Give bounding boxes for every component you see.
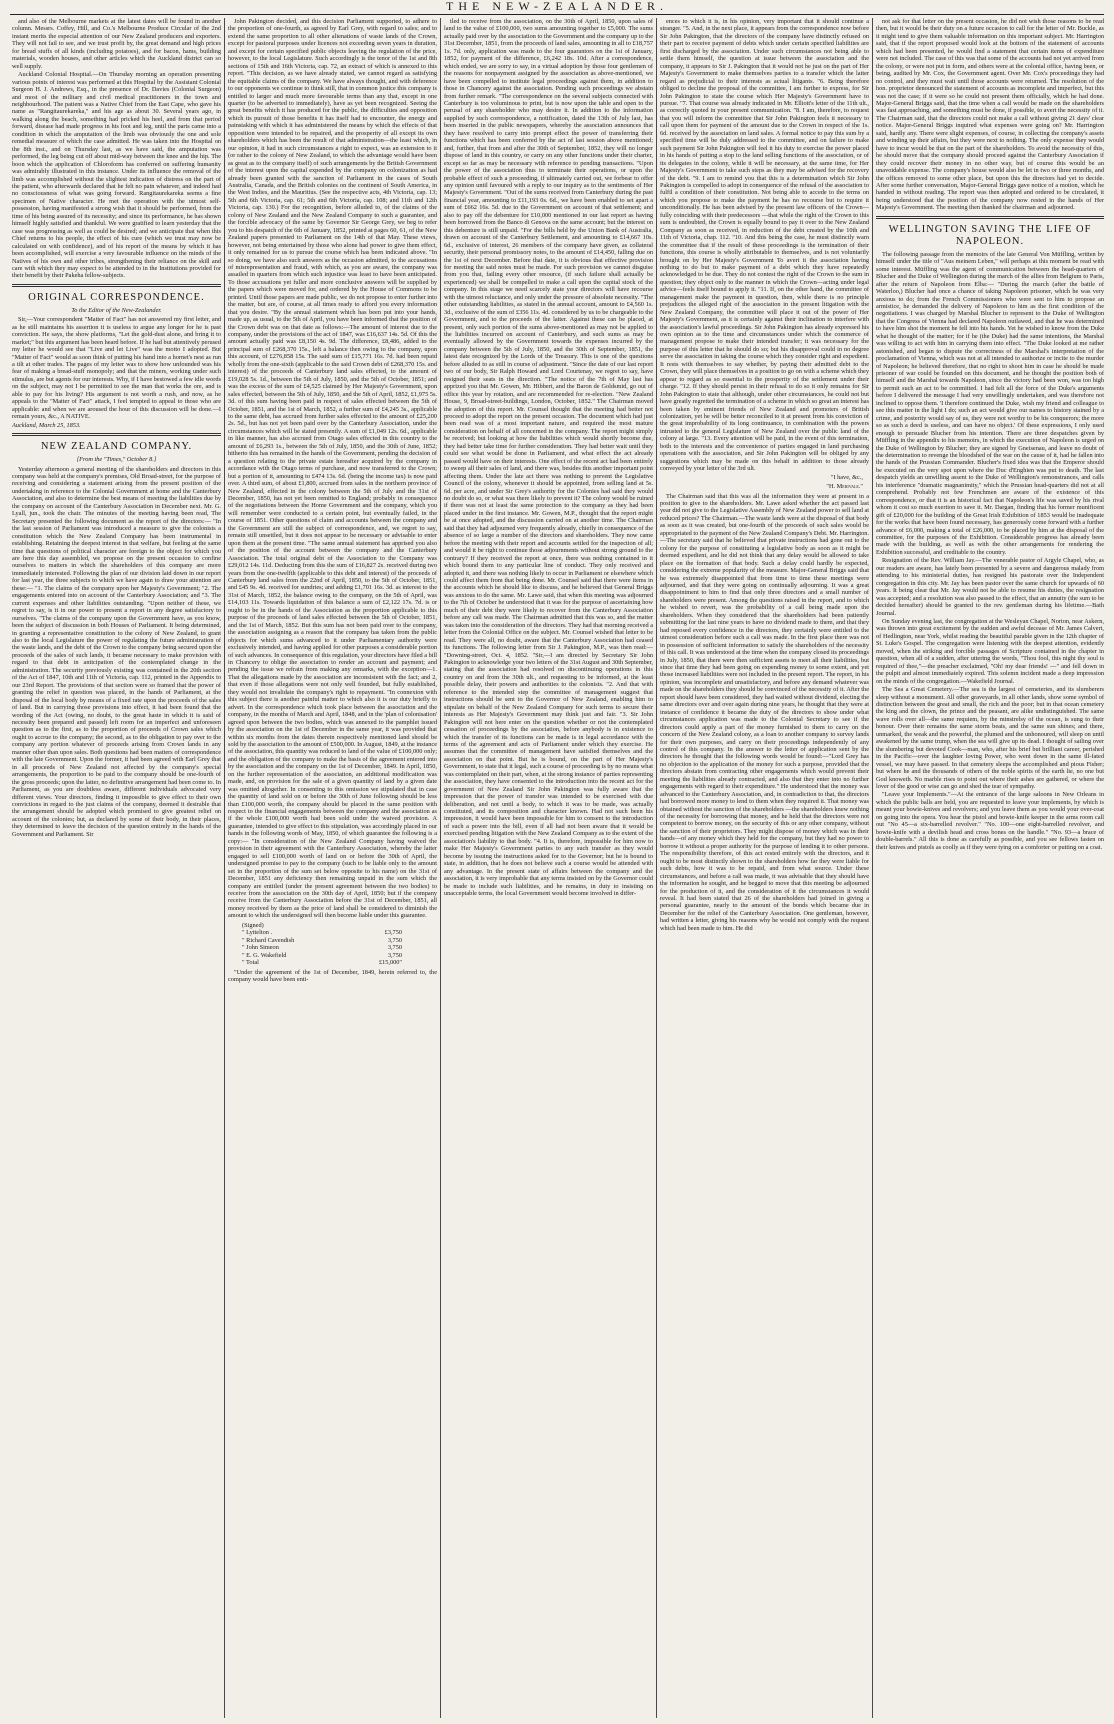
nz-company-source: [From the "Times," October 8.] <box>76 456 157 464</box>
sunday-article: On Sunday evening last, the congregation at the Wesleyan Chapel, Norton, near Askern, was thrown into great excitement by the sudden and awful decease of Mr. James Calvert, of Hedlington, near York, whilst reading the beautiful parable given in the 12th chapter of St. Luke's Gospel. The congregation were listening with the deepest attention, evidently moved, when the striking and forcible passages of Scripture contained in the chapter in question, when all of a sudden, after uttering the words, "Thou fool, this night thy soul is required of thee,"—the preacher exclaimed, "Oh! my dear friends! —" and fell down in the pulpit and almost immediately expired. This solemn incident made a deep impression on the minds of the congregation.—Wakefield Journal. <box>876 617 1104 685</box>
wellington-heading: WELLINGTON SAVING THE LIFE OF NAPOLEON. <box>888 223 1092 247</box>
correspondence-heading: ORIGINAL CORRESPONDENCE. <box>28 291 205 303</box>
nz-company-report-continued: John Pakington decided, and this decision Parliament supported, to adhere to the proportion of one-fourth, as agreed by Earl Grey, with regard to sales; and to extend the same proportion to all other alienations of waste lands of the Crown, except for pastoral purposes under licences not exceeding seven years in duration, and except for certain specified public objects leaving the regulation of the price, however, to the local Legislature. Such accordingly is the tenor of the 1st and 8th sections of 15th and 16th Victoria, cap. 72, an extract of which is annexed to this report. "This decision, as we have already stated, we cannot regard as satisfying the equitable claims of the company. We have always thought, and with deference to our opponents we continue to think still, that in common justice this company is entitled to larger and much more favourable terms than any that, except in one quarter (to be adverted to immediately), have as yet been recognized. Seeing the great benefits which it has produced for the public, the difficulties and opposition which its pursuit of those benefits it has itself had to encounter, the energy and painstaking with which it has administered the means by which the effects of that opposition were intended to be repaired, and the prosperity of all except its own shareholders which has been the result of that administration—the least which, in our opinion, it had in such circumstances a right to expect, was an extension to it (or rather to the colony of New Zealand, to which the advantage would have been as great as to the company itself) of such arrangements by the British Government of the interest upon the capital expended by the company on colonization as had already been granted with the sanction of Parliament in the cases of South Australia, Canada, and the British colonies on the continent of South America, in the West Indies, and the Mauritius. (See the respective acts, 4th Victoria, cap. 13; 5th and 6th Victoria, cap. 61; 5th and 6th Victoria, cap. 108; and 11th and 12th Victoria, cap. 130.) For the recognition, before alluded to, of the claims of the colony of New Zealand and the New Zealand Company to such a guarantee, and the forcible advocacy of the same by Governor Sir George Grey, we beg to refer you to his despatch of the 6th of January, 1852, printed at pages 60, 61, of the New Zealand papers presented to Parliament on the 14th of that May. These views, however, not being entertained by those who alone had power to give them effect, it only remained for us to pursue the course which has been indicated above. "In so doing, we have also such answers as the occasion admitted, to the accusations of misrepresentation and fraud, with which, as you are aware, the company was assailed in quarters from which such injustice was least to have been anticipated. To those accusations yet fuller and more conclusive answers will be supplied by the papers which were moved for, and ordered by the House of Commons to be printed. Until those papers are made public, we do not propose to enter further into the matter, but are, of course, at all times ready to afford you every information that you desire. "By the annual statement which has been put into your hands, made up, as usual, to the 5th of April, you have been informed that the position of the Crown debt was on that date as follows:—The amount of interest due to the company, under the provisions of the act of 1847, was £16,637 14s. 5d. Of this the amount actually paid was £8,150 4s. 9d. The difference, £8,486, added to the principal sum of £268,370 15s., left a balance then owing to the company, upon this account, of £276,858 15s. The said sum of £15,771 16s. 7d. had been repaid wholly from the one-sixth (applicable to the said Crown debt of £268,370 15s. and interest) of the proceeds of Canterbury land sales effected, to the amount of £19,028 5s. 1d., between the 5th of July, 1850, and the 5th of October, 1851; and was the excess of the sum of £4,525 claimed by Her Majesty's Government, upon sales effected, between the 5th of July, 1850, and the 5th of April, 1852, £1,975 5s. 3d. of this sum having been paid in respect of sales effected between the 5th of October, 1851, and the 1st of March, 1852, a further sum of £4,245 3s., applicable to the same debt, has accrued from further sales effected to the amount of £25,200 2s. 5d., but has not yet been paid over by the Canterbury Association, under the circumstances which will be stated presently. A sum of £1,049 12s. 6d., applicable in like manner, has also accrued from Otago sales effected in this country to the amount of £6,293 1s., between the 5th of July, 1850, and the 30th of June, 1852; hitherto this has remained in the hands of the Government, pending the decision of a question relating to the private estate hereafter acquired by the company in accordance with the Otago terms of purchase, and now transferred to the Crown; but a portion of it, amounting to £474 13s. 6d. (being the income tax) is now paid over. A third sum, of about £1,800, accrued from sales in the northern province of New Zealand, effected in the colony between the 5th of July and the 31st of December, 1850, has not yet been remitted to England; probably in consequence of the negotiations between the Home Government and the company, which you will remember were conducted to a certain point, but eventually failed, in the course of 1851. Other questions of claim and accounts between the company and the Government are still the subject of correspondence, and, we regret to say, remain still unsettled, but it does not appear to be necessary or advisable to enter upon them at the present time. "The same annual statement has apprised you also of the position of the account between the company and the Canterbury Association. The total original debt of the Association to the Company was £29,012 14s. 11d. Deducting from this the sum of £16,827 2s. received during two years from the one-twelfth (applicable to this debt and interest) of the proceeds of Canterbury land sales from the 22nd of April, 1850, to the 5th of October, 1851, and £45 9s. 4d. received for sundries; and adding £1,701 16s. 3d. as interest to the 31st of March, 1852, the balance owing to the company, on the 5th of April, was £14,103 11s. Towards liquidation of this balance a sum of £2,122 17s. 7d. is or ought to be in the hands of the Association as the proportion applicable to this purpose of the proceeds of land sales effected between the 5th of October, 1851, and the 1st of March, 1852. But this sum has not been paid over to the company, the association assigning as a reason that the company has taken from the public objects for which sums advanced to it under Parliamentary authority were exclusively intended, and having applied for other purposes a considerable portion of such advances. In consequence of this regulation, your directors have filed a bill in Chancery to oblige the association to render an account and payment; and pending the issue we refrain from making any remarks, with the exception—1. That the allegations made by the association are inconsistent with the fact; and 2, that even if those allegations were not only well founded, but fully established, they would not invalidate the company's right to repayment. "In connexion with this subject there is another painful matter to which also it is our duty briefly to advert. In the correspondence which took place between the association and the company, in the months of March and April, 1848, and in the 'plan of colonisation' agreed upon between the two bodies, which was annexed to the pamphlet issued by the association on the 1st of December in the same year, it was provided that within six months from the dates therein respectively mentioned land should be sold by the association to the amount of £500,000. In August, 1849, at the instance of the association, this quantity was reduced to land of the value of £100,000 only; and the obligation of the company to make the basis of the agreement entered into by the association and the company on the 1st of December, 1849. In April, 1850, on the further representation of the association, an additional modification was made, and, on provision for the sale of a given quantity of land by a given date was omitted altogether. In consenting to this omission we stipulated that in case the quantity of land sold on or before the 30th of June following should be less than £100,000 worth, the company should be placed in the same position with respect to the financial engagements between the company and the association as if the whole £100,000 worth had been sold under the waived provision. A guarantee, intended to give effect to this stipulation, was accordingly placed in our hands in the following words of May, 1850, of which guarantee the following is a copy:— "In consideration of the New Zealand Company having waived the provision in their agreement with the Canterbury Association, whereby the latter engaged to sell £100,000 worth of land on or before the 30th of April, the undersigned promise to pay to the company (such to be liable only to the amount set in the proportion of the sum set below opposite to his name) on the 31st of December, 1851 any deficiency then remaining unpaid in the sum which the company are entitled (under the present agreement between the two bodies) to receive from the association on the 30th day of April, 1850; but if the company receive from the Canterbury Association before the 31st of December, 1851, all money received by them as the price of land shall be considered to diminish the amount to which the undersigned will then become liable under this guarantee. <box>228 18 437 920</box>
lead-paragraph: and also of the Melbourne markets at the latest dates will be found in another column. Messrs. Coffey, Hill, and Co.'s Melbourne Produce Circular of the 2nd instant merits the especial attention of our New Zealand producers and exporters. They will not fail to see, and we trust profit by, the great demand and high prices for bread stuffs of all kinds (including potatoes), and for bacon, hams, building materials, wooden houses, and other articles which the Auckland district can so well supply. <box>12 18 221 70</box>
nz-company-report-continued: tled to receive from the association, on the 30th of April, 1850, upon sales of land to the value of £100,000, two sums amounting together to £5,000. The sums actually paid over by the association to the Government and the company up to the 31st December, 1851, from the proceeds of land sales, amounting in all to £18,757 1s. 7d. only, application was made to the four guarantors on the 1st of January, 1852, for payment of the difference, £6,242 18s. 10d. After a correspondence, which ended, we are sorry to say, in a virtual adoption by those four gentlemen of the reasons for nonpayment assigned by the association as above-mentioned, we have been compelled to institute legal proceedings against them, in addition to those in Chancery against the association. Pending such proceedings we abstain from further remark. "The correspondence on the several subjects connected with Canterbury is too voluminous to print, but is now upon the table and open to the perusal of any shareholder who may desire it. In addition to the information supplied by such correspondence, a notification, dated the 13th of July last, has been inserted in the public newspapers, whereby the association announces that they have resolved to carry into prompt effect the power of transferring their functions which has been conferred by the act of last session above mentioned; and, further, that from and after the 30th of September, 1852, they will no longer dispose of land in this country, or carry on any other functions under their charter, except so far as may be necessary with reference to pending transactions. "Upon the power of the association thus to terminate their operations, or upon the probable effect of such a proceeding, if ultimately carried out, we forbear to offer any opinion until favoured with a reply to our inquiry as to the sentiments of Her Majesty's Government. "Out of the sums received from Canterbury during the past financial year, amounting to £11,193 0s. 6d., we have been enabled to set apart a sum of £662 16s. 5d. due to the Government on account of that settlement; and also to pay off the debenture for £10,000 mentioned in our last report as having been borrowed from the Banco di Genova on the same account; but the interest on this debenture is still unpaid. "For the bills held by the Union Bank of Australia, drawn on account of the Canterbury Settlement, and amounting to £14,667 10s. 6d., exclusive of interest, 26 members of the company have given, as collateral security, their personal promissory notes, to the amount of £14,450, falling due on the 1st of next December. Before that date, it is obvious that effective provision for meeting the said notes must be made. For such provision we cannot disguise from you that, failing every other resource, (if such failure shall actually be experienced) we shall be compelled to make a call upon the capital stock of the company. In this stage we need scarcely state your directors will have recourse with the utmost reluctance, and only under the pressure of absolute necessity. "The other outstanding liabilities, as stated in the annual account, amount to £4,560 1s. 3d., exclusive of the sum of £356 11s. 4d. considered by us to be chargeable to the Government, and to the proceeds of the latter. Against these can be placed, at present, only such portion of the sums above-mentioned as may not be applied to the liabilities incurred on account of Canterbury, and such sums as may be eventually allowed by the Government towards the expenses incurred by the company between the 5th of July, 1850, and the 30th of September, 1851, the latest date recognized by the Lords of the Treasury. This is one of the questions before alluded to as still in course of adjustment. "Since the date of our last report two of our body, Sir Ralph Howard and Lord Courtenay, we regret to say, have resigned their seats in the direction. "The notice of the 7th of May last has apprized you that Mr. Gowen, Mr. Hibbert, and the Baron de Goldsmid, go out of office this year by rotation, and are recommended for re-election. "New Zealand House, 9, Broad-street-buildings, London, October, 1852." The Chairman moved the adoption of this report. Mr. Counsel thought that the meeting had better not proceed to adopt the report on the present occasion. The document which had just been read was of a most important nature, and required the most mature consideration on behalf of all concerned in the company. The report might simply be received; but looking at how the liabilities which would shortly become due, they had better take time for further consideration. They had better wait until they could see what would be done in Parliament, and what effect the act already passed would have on their interests. One effect of the recent act had been entirely to sweep all their sales of land, and there was, besides this another important point affecting them. Under the late act there was nothing to prevent the Legislative Council of the colony, whenever it should be appointed, from selling land at 5s. 6d. per acre, and under Sir Grey's authority for the Colonies had said they would no doubt do so, or what was there likely to prevent it? The colony would be ruined if there was not at least the same protection to the company as they had been placed under in the first instance. Mr. Gowen, M.P., thought that the report might be at once adopted, and the discussion carried on at another time. The Chairman said that they had adjourned very frequently already, chiefly in consequence of the absence of so large a number of the directors and shareholders. They now came before the meeting with their report and accounts settled for the inspection of all; and would it be right to continue those adjournments without strong ground to the contrary? If they received the report at once, there was nothing contained in it which bound them to any particular line of conduct. They only received and adopted it, and there was nothing likely to occur in Parliament or elsewhere which could affect them from that being done. Mr. Counsel said that there were items in the accounts which he should like to discuss, and he believed that General Briggs was anxious to do the same. Mr. Lawe said, that when this meeting was adjourned to the 7th of October he understood that it was for the purpose of ascertaining how much of their debt they were likely to recover from the Canterbury Association before any call was made. The Chairman admitted that this was so, and the matter was taken into the consideration of the directors. They had that morning received a letter from the Colonial Office on the subject. Mr. Counsel wished that letter to be read. They were all, no doubt, aware that the Canterbury Association had ceased its functions. The following letter from Sir J. Pakington, M.P., was then read:— "Downing-street, Oct. 4, 1852. "Sir,—I am directed by Secretary Sir John Pakington to acknowledge your two letters of the 31st August and 30th September, stating that the association had resolved on discontinuing operations in this country on and from the 30th ult., and requesting to be informed, at the least possible delay, their powers and authorities to the colonists. "2. And that with reference to the intended step the committee of management suggest that instructions should be sent to the Governor of New Zealand, enabling him to stipulate on behalf of the New Zealand Company for such terms to secure their interests as Her Majesty's Government may think just and fair. "3. Sir John Pakington will not here enter on the question whether or not the contemplated cessation of proceedings by the association, before anybody is in existence to which the transfer of its functions can be made is in legal accordance with the terms of the agreement and acts of Parliament under which they exercise. He assumes that the committee of management have satisfied themselves and the association on that point. But he is bound, on the part of Her Majesty's Government, to state that it legal, such a course of proceeding is by no means what was contemplated on their part, when, at the strong instance of parties representing the association, they have consented to the introduction into the recent act for the government of New Zealand Sir John Pakington was fully aware that the impression that the power of transfer was intended to be exercised with due deliberation, and not until a body, to which it was to be made, was actually constituted, and its composition and character known. Had not such been his impression, it would have been impossible for him to consent to the introduction of such a power into the bill, even if all had not been aware that it would be exercised pending litigation with the New Zealand Company as to the extent of the association's liability to that body. "4. It is, therefore, impossible for him now to make Her Majesty's Government parties to any such transfer as they would become by issuing the instructions asked for to the Governor; but he is bound to state, in addition, that he does not believe such a course would be attended with any advantage. In the present state of affairs between the company and the association, it is very improbable that any terms insisted on by the Governor could be made to include such liabilities, and he remains, in duty to insisting on unacceptable terms, the local Government would become involved in differ- <box>444 18 653 898</box>
column-rule <box>656 18 657 1718</box>
guarantee-row: " Richard Cavendish 3,750 <box>242 936 402 944</box>
section-divider <box>876 216 1104 219</box>
column-rule <box>224 18 225 1718</box>
guarantee-signed-row: (Signed) <box>242 921 264 929</box>
guarantee-total-row: " Total £15,000" <box>242 959 402 967</box>
column-3 <box>444 18 653 1718</box>
masthead: THE NEW-ZEALANDER. <box>10 0 1104 15</box>
letter-signoff: "I have, &c., <box>830 473 863 481</box>
column-rule <box>440 18 441 1718</box>
nz-company-heading: NEW ZEALAND COMPANY. <box>40 441 193 453</box>
column-4 <box>660 18 869 1718</box>
to-editor-line: To the Editor of the New-Zealander. <box>71 306 162 314</box>
hospital-article: Auckland Colonial Hospital.—On Thursday morning an operation presenting various points of interest was performed at this Hospital by the Assistant Colonial Surgeon H. J. Andrews, Esq., in the presence of Dr. Davies (Colonial Surgeon) and most of the military and civil medical practitioners in the town and neighbourhood. The patient was a Native Chief from the East Cape, who gave his name as "Rangitaurekareka," and his age as about 30. Several years ago, in walking along the beach, something had pricked his heel, and from that period forward, disease had made progress in his foot and leg, until the parts came into a condition in which the amputation of the limb was obviously the one and sole remedial measure of which the case admitted. He was taken into the Hospital on the 8th inst., and on Thursday last, as we have said, the amputation was performed, the leg being cut off about mid-way between the knee and the hip. The boon which the application of Chloroform has conferred on suffering humanity was admirably illustrated in this instance. Under its influence the removal of the limb was accomplished without the slightest indication of distress on the part of the patient, who afterwards declared that he felt no pain whatever, and indeed had no consciousness of what was going forward. Rangitaurekareka seems a fine specimen of Native character. He met the operation with the utmost self-possession, having manifested a strong wish that it should be performed, from the time of his being assured of its necessity; and since its performance, he has shown himself highly satisfied and thankful. We were gratified to learn yesterday that the case was progressing as well as could be desired; and we anticipate that when this Chief returns to his people, the effect of his cure (which we trust may now be calculated on with confidence), and of his report of the means by which it has been accomplished, will exercise a very favourable influence on the minds of the Natives of his own and other tribes, strengthening their reliance on the skill and care with which they may expect to be attended to in the Institutions provided for their benefit by their Pakeha fellow-subjects. <box>12 71 221 280</box>
guarantee-row: " Lyttelton . £3,750 <box>242 929 402 937</box>
letter-dateline: Auckland, March 25, 1853. <box>12 421 81 429</box>
section-divider <box>12 433 221 436</box>
guarantee-row: " John Simeon 3,750 <box>242 944 402 952</box>
column-2 <box>228 18 437 1718</box>
column-1 <box>12 18 221 1718</box>
colonial-office-letter: ences to which it is, in his opinion, very important that it should continue a stranger. "5. And, in the next place, it appears from the correspondence now before Sir John Pakington, that the directors of the company have distinctly refused on their part to receive payment of debts which under certain specified liabilities are first discharged by the association. Under such circumstances not being able to settle them himself, the question at issue between the association and the company, it appears to Sir J. Pakington that it would not be just on the part of Her Majesty's Government to make themselves parties to a transfer which the latter regard as prejudicial to their interests as actual litigants. "6. Being therefore obliged to decline the proposal of the committee, I am further to express, for Sir John Pakington to state the course which Her Majesty's Government have to pursue. "7. That course was already indicated in Mr. Elliott's letter of the 11th ult., as correctly quoted in your present communication. "8. I am, therefore, to request that you will inform the committee that Sir John Pakington feels it necessary to call upon them for payment of the amount due to the Crown in respect of the 1s. 6d. received by the association on land sales. A formal notice to pay this sum by a specified time will be duly addressed to the committee, and on failure to make such payment Sir John Pakington will feel it his duty to exercise the power placed in his hands of putting a stop to the land selling functions of the association, or of its delegates in the colony, while it will be necessary, at the same time, for Her Majesty's Government to take such steps as they may be advised for the recovery of the debt. "9. I am to remind you that this is a determination which Sir John Pakington is compelled to adopt in consequence of the refusal of the association to fulfil a condition of their constitution. Not being able to accede to the terms on which you propose to make the payment he has no recourse but to require it unconditionally. He has been advised by the present law officers of the Crown—fully coinciding with their predecessors —that while the right of the Crown to this sum is undoubted, the Crown is equally bound to pay it over to the New Zealand Company as soon as received, in reduction of the debt created by the 10th and 11th of Victoria, chap. 112. "10. And this being the case, he must distinctly warn the committee that if the result of these proceedings is the termination of their functions, this course is wholly attributable to themselves, and is not voluntarily brought on by Her Majesty's Government To avert it the association having nothing to do but to make payment of a debt which they have repeatedly acknowledged to be due. They do not contest the right of the Crown to the sum in question; they object only to the manner in which the Crown—acting under legal advice—feels itself bound to apply it. "11. If, on the other hand, the committee of management make the payment in question, then, while there is no principle prejudices the alleged right of the association in the present litigation with the New Zealand Company, the committee will place it out of the power of Her Majesty's Government, as it is certainly against their inclination to interfere with the association's lawful proceedings. Sir John Pakington has already expressed his own opinion as to the time and circumstances under which the commerce of management propose to make their intended transfer; it was necessary for the purpose of this letter that he should do so; but his disapproval could in no degree serve the association in taking the course which they consider right and expedient. It rests with themselves to say whether, by paying their admitted debt to the Crown, they will place themselves in a position to go on with a scheme which they appear to regard as so essential to the prosperity of the settlement under their charge. "12. If they should persist in their refusal to do so it only remains for Sir John Pakington to state that although, under other circumstances, he could not but have greatly regretted the termination of a scheme in which so great an interest has been taken by eminent friends of New Zealand and promoters of British colonization, yet he will be better reconciled to it at present from his conviction of the great improbability of its long continuance, in combination with the powers intrusted to the general Legislature of New Zealand over the public land of the colony at large. "13. Every attention will be paid, in the event of this termination, both to the interests and the convenience of parties engaged in land purchasing operations with the association, and Sir John Pakington will be obliged by any suggestions which may be made on this behalf in addition to those already conveyed by your letter of the 3rd ult. <box>660 18 869 473</box>
column-rule <box>872 18 873 1718</box>
nz-company-tail: "Under the agreement of the 1st of December, 1849, herein referred to, the company would have been enti- <box>228 968 437 983</box>
letter-signature: "H. Merivale." <box>826 483 863 491</box>
column-5 <box>876 18 1104 1718</box>
jay-resignation-article: Resignation of the Rev. William Jay.—The venerable pastor of Argyle Chapel, who, as our readers are aware, has lately been presented by a severe and dangerous malady from attending to his ministerial duties, has resigned his pastorate over the Independent congregation in this city. Mr. Jay has been pastor over the same church for upwards of 60 years. It being clear that Mr. Jay would not be able to resume his duties, the resignation was accepted; and a resolution was also passed to the effect, that an annuity (the sum to be decided hereafter) should be granted to the rev. gentleman during his lifetime.—Bath Journal. <box>876 557 1104 617</box>
sea-cemetery-article: The Sea a Great Cemetery.—The sea is the largest of cemeteries, and its slumberers sleep without a monument. All other graveyards, in all other lands, show some symbol of distinction between the great and small, the rich and the poor; but in that ocean cemetery the king and the clown, the prince and the peasant, are alike undistinguished. The same wave rolls over all—the same requiem, by the minstrelsy of the ocean, is sung to their honour. Over their remains the same storm beats, and the same sun shines; and there, unmarked, the weak and the powerful, the plumed and the unhonoured, will sleep on until awakened by the same trump, when the sea will give up its dead. I thought of sailing over the slumbering but devoted Cook—man, who, after his brief but brilliant career, perished in the Pacific—over the laughter loving Power, who went down in the same ill-fated vessel, we may have passed. In that cemetery sleeps the accomplished and pious Fisher; but where he and the thousands of others of the noble spirits of the earth lie, no one but God knoweth. No marble rises to point out where their ashes are gathered, or where the lover of the good or wise can go and shed the tear of sympathy. <box>876 686 1104 790</box>
section-divider <box>12 284 221 287</box>
meeting-discussion-continued: not ask for that letter on the present occasion, he did not wish those reasons to be read then, but it would be their duty on a future occasion to call for the letter of Mr. Buckle, as it might tend to give them valuable information on this important subject. Mr. Harrington said, that if the report proposed would look at the bottom of the statement of accounts which had been presented, he would find a statement that certain items of expenditure were not included. The case of this was that some of the accounts had not yet arrived from the colony, or were not put in form, and others were at the colonial office, having been, or being, audited by Mr. Cox, the Government agent. Over Mr. Cox's proceedings they had no control, and they must wait until those accounts were returned. The resolution of the hon. proprietor denounced the statement of accounts as incomplete and imperfect, but this was not the case; if it were so he could not present them officially, which he had done. Major-General Briggs said, that the time when a call would be made on the shareholders was fast approaching, and something must be done, if possible, to avert the necessity of it. The Chairman said, that the directors could not make a call without giving 21 days' clear notice. Major-General Briggs inquired what expenses were going on? Mr. Harrington said, hardly any. There were slight expenses, of course, in collecting the company's assets and winding up their affairs, but they were next to nothing. The only expense they would have to incur would be that on the part of the shareholders. To avoid the necessity of this, he should move that the company should proceed against the Canterbury Association if they could recover their money in no other way, but of course this would be an unavoidable expense. The company's house would also be let in two or three months, and the offices removed to some other place, but upon this the directors had yet to decide. After some further conversation, Major-General Briggs gave notice of a motion, which he handed in without reading. The report was then adopted and ordered to be circulated, it being understood that the position of the company now rested in the hands of Her Majesty's Government. The meeting then thanked the chairman and adjourned. <box>876 18 1104 212</box>
implements-article: "Leave your Implements."—At the entrance of the large saloons in New Orleans in which the public balls are held, you are requested to leave your implements, by which is meant your bowie-knives and revolvers; and you leave them as you would your over-coat on going into the opera. You hear the pistol and bowie-knife keeper in the arms room call out "No 45—a six-barrelled revolver." "No. 100—one eight-barrelled revolver, and bowie-knife with a devilish head and cross bones on the handle." "No. 93—a brace of double-barrels." All this is done as carefully as possible, and you see fellows fasten on their knives and pistols as coolly as if they were tying on a comforter or putting on a coat. <box>876 791 1104 851</box>
nz-company-report: Yesterday afternoon a general meeting of the shareholders and directors in this company was held at the company's premises, Old Broad-street, for the purpose of receiving and considering a statement arising from the present position of the undertaking in reference to the Colonial Government at home and the Canterbury Association, and also to determine the best means of meeting the liabilities due by the company on account of the Canterbury Association in December next. Mr. G. Lyall, jun., took the chair. The minutes of the meeting having been read, The Secretary presented the following document as the report of the directors:— "In the last session of Parliament was introduced a measure to give the colonists a constitution which the New Zealand Company has been instrumental in establishing. Retaining the deepest interest in that welfare, but feeling at the same time that questions of political character are foreign to the object for which you are here this day assembled, we propose on the present occasion to confine ourselves to matters in which the shareholders of this company are more immediately interested. Following the plan of our division laid down in our report for last year, the three subjects to which we have again to draw your attention are these:— "1. The claims of the company upon her Majesty's Government; "2. The engagements entered into on account of the Canterbury Association; and "3. The current expenses and other liabilities outstanding. "Upon neither of these, we regret to say, is it in our power to present a report in any degree satisfactory to ourselves. "The claims of the company upon the Government have, as you know, been the subject of discussion in both Houses of Parliament. It being determined, in granting a representative constitution to the colony of New Zealand, to grant also to the local Legislature the power of regulating the future administration of the waste lands, and the debt of the Crown to the company being secured upon the proceeds of the sales of such lands, it became necessary to make provision with regard to that debt in anticipation of the contemplated change in the administration. The security previously existing was contained in the 20th section of the Act of 1847, 10th and 11th of Victoria, cap. 112, printed in the Appendix to our 23rd Report. The provisions of that section were so framed that the power of granting the relief in question was placed, in the hands of Parliament, at the disposal of the local body by means of a fixed rate upon the proceeds of the sales of land. But in carrying those provisions into effect, it had been found that the wording of the Act (owing, no doubt, to the great haste in which it is said of necessity been prepared and passed) left room for an imperfect and unforeseen question as to the first, as to the proportion of proceeds of Crown sales which ought to accrue to the company; the second, as to the obligation to pay over to the company any portion whatever of proceeds arising from Crown lands in any manner other than upon sales. Both questions had been matters of correspondence with the late Government. Upon the former, it had been agreed with Earl Grey that in all proceeds of New Zealand not affected by the company's special arrangements, the proportion to be paid to the company should be one-fourth of the gross proceeds; upon the latter, no definitive arrangement had been come to. In Parliament, as you are doubtless aware, different individuals advocated very different views. Your directors, finding it impossible to give effect to their own convictions in regard to the just claims of the company, deemed it desirable that the arrangement should be adopted which promised to give greatest relief on account of the colonies; but, as declared by some of their body, in their places, they determined to leave the decision of the question entirely in the hands of the Government and Parliament. Sir <box>12 465 221 838</box>
wellington-article: The following passage from the memoirs of the late General Von Müffling, written by himself under the title of "Aus meinem Leben," will perhaps at this moment be read with some interest. Müffling was the agent of communication between the head-quarters of Blucher and the Duke of Wellington during the march of the allies from Belgium to Paris, after the return of Napoleon from Elba:— "During the march (after the battle of Waterloo,) Blucher had once a chance of taking Napoleon prisoner, which he was very anxious to do; from the French Commissioners who were sent to him to propose an armistice, he demanded the delivery of Napoleon to him as the first condition of the negotiations. I was charged by Marshal Blucher to represent to the Duke of Wellington that the Congress of Vienna had declared Napoleon outlawed, and that he was determined to have him shot the moment he fell into his hands. Yet he wished to know from the Duke what he thought of the matter; for if he (the Duke) had the same intentions, the Marshal was willing to act with him in carrying them into effect. "The Duke looked at me rather astonished, and began to dispute the correctness of the Marshal's interpretation of the proclamation of Vienna, which was not at all intended to authorize or incite to the murder of Napoleon; he believed therefore, that no right to shoot him in case he should be made prisoner of war could be founded on this document, and he thought the position both of himself and the Marshal towards Napoleon, since the victory had been won, was too high to permit such an act to be committed. I had felt all the force of the Duke's arguments before I delivered the message I had very unwillingly undertaken, and was therefore not inclined to oppose them. 'I therefore continued the Duke, wish my friend and colleague to see this matter in the light I do; such an act would give our names to history stained by a crime, and posterity would say of us, they were not worthy to be his conquerors; the more so as such a deed is useless, and can have no object.' Of these expressions, I only used enough to persuade Blucher from his intention. There are three despatches given by Müffling in the appendix to his memoirs, in which the execution of Napoleon is urged on the Duke of Wellington by Blucher; they are signed by Gneisenau, and leave no doubt of the determination to revenge the bloodshed of the war on the cause of it, had he fallen into the hands of the Prussian Commander. Blucher's fixed idea was that the Emperor should be executed on the very spot upon where the Duc d'Enghien was put to death. The last despatch yields an unwilling assent to the Duke of Wellington's remonstrances, and calls his interference "dramatic magnanimity," which the Prussian head-quarters did not at all comprehend. Probably not few Frenchmen are aware of the existence of this correspondence, or that it is an historical fact that Napoleon's life was saved by his rival whom it cost so much exertion to save it. Mr. Dargan, finding that his former munificent gift of £20,000 for the building of the Great Irish Exhibition of 1853 would be inadequate for the works that have been found necessary, has generously come forward with a further advance of £6,000, making a total of £26,000, to be placed by him at the disposal of the committee, for the purposes of the Exhibition. Considerable progress has already been made with the building, as well as with the other arrangements for rendering the Exhibition successful, and creditable to the country. <box>876 250 1104 556</box>
letter-text: Sir,—Your correspondent "Matter of Fact" has not answered my first letter, and as he still maintains his assertion it is useless to argue any longer for he is past conviction. He says, the show platforms, "Let the gold-dust alone, and bring it to market;" but this argument has been heard before. If he had but attentively perused my letter he would see that "Live and let Live" was the motto I adopted. But "Matter of Fact" would as soon think of putting his hand into a hornet's nest as run a tilt at other trades. The pages of my letter was to show how unfounded was his fear of making a bread-stuff monopoly; and that the miners, working under such stimulus, are but agents for our interests. Why, if I have bestowed a few idle words on the subject, may not I be permitted to see the man that works the ore, and is able to pay for his living? His argument is not worth a rush, and now, as he appeals to the "Matter of Fact" attack, I feel tempted to appeal to those who are applicable: and when we are aroused the hour of this discussion will be done.—I remain yours, &c., A NATIVE. <box>12 316 221 421</box>
guarantee-table <box>242 922 437 967</box>
meeting-discussion: The Chairman said that this was all the information they were at present in a position to give to the shareholders. Mr. Lawe asked whether the act passed last year did not give to the Legislative Assembly of New Zealand power to sell land at reduced prices? The Chairman.—The waste lands were at the disposal of that body as soon as it was created, but one-fourth of the proceeds of such sales would be appropriated to the payment of the New Zealand Company's Debt. Mr. Harrington.—The secretary said that he believed that private instructions had gone out to the colony for the purpose of constituting a legislative body as soon as it might be deemed expedient, and he did not think that any delay would be allowed to take place on the formation of that body. Such a delay could hardly be expected, considering the extreme popularity of the measure. Major-General Briggs said that he was extremely disappointed that from time to time these meetings were adjourned, and that they were going on continually adjourning. It was a great disappointment to him to find that only three directors and a small number of shareholders were present. Among the questions raised in the report, and to which he wished to revert, was the probability of a call being made upon the shareholders. When they considered that the shareholders had been patiently submitting for the last nine years to have no dividend made to them, and that they had reposed every confidence in the directors, they certainly were entitled to the utmost consideration before such a call was made. In the first place there was not in possession of sufficient information to satisfy the shareholders of the necessity of this call. It was understood at the time when the company closed its proceedings in July, 1850, that there were then sufficient assets to meet all their liabilities, but since that time they had been going on expending money to some extent, and yet those increased liabilities were not included in the present report. The report, in his opinion, was incomplete and unsatisfactory, and before any demand whatever was made on the shareholders they should be convinced of the necessity of it. After the report should have been considered, they had waited without dividend, electing the same directors over and over again during nine years, he thought that they were at instance of confidence it became the duty of the directors to show under what circumstances application was made to the Colonial Secretary to see if the directors could apply a part of the money furnished to them to carry on the concern of the New Zealand colony, as a loan to another company to survey lands for their own purposes, and carry on their proceedings independently of any control of this company. In the answer to the letter of application sent by the directors he thought that the following words would be found:—"Lord Grey has no objection to the application of the money for such a purpose, provided that the directors abstain from contracting other engagements which would prevent their meeting the liabilities already contracted, and also that they enter into no further engagements with regard to their expenditure." He understood that the money was advanced to the Canterbury Association, and, in contradiction to that, the directors had borrowed more money to lend to them when they required it. That money was obtained without the sanction of the shareholders —the shareholders knew nothing of the necessity for borrowing that money, and he held that the directors were not competent to borrow money, on the security of this or any other company, without the sanction of their proprietors. They might dispose of money which was in their hands—of any money which they held for the company, but they had no power to borrow it without a proper authority for the purpose of lending it to other persons. The responsibility therefore, of this act rested entirely with the directors, and it ought to be most distinctly shown to the shareholders how far they were liable for such debts, how it was to be repaid, and from what source. Under these circumstances, and before a call was made, it was advisable that they should have the information he sought, and he begged to move that this meeting be adjourned for the production of it, and the consideration of it the circumstances it would reveal. It had been stated that 26 of the shareholders had joined in giving a personal guarantee, nearly to the amount of the bonds which became due in December for the relief of the Canterbury Association. One gentleman, however, had written a letter, giving his reasons why he would not comply with the request which had been made to him. He did <box>660 492 869 932</box>
guarantee-row: " E. G. Wakefield 3,750 <box>242 951 402 959</box>
